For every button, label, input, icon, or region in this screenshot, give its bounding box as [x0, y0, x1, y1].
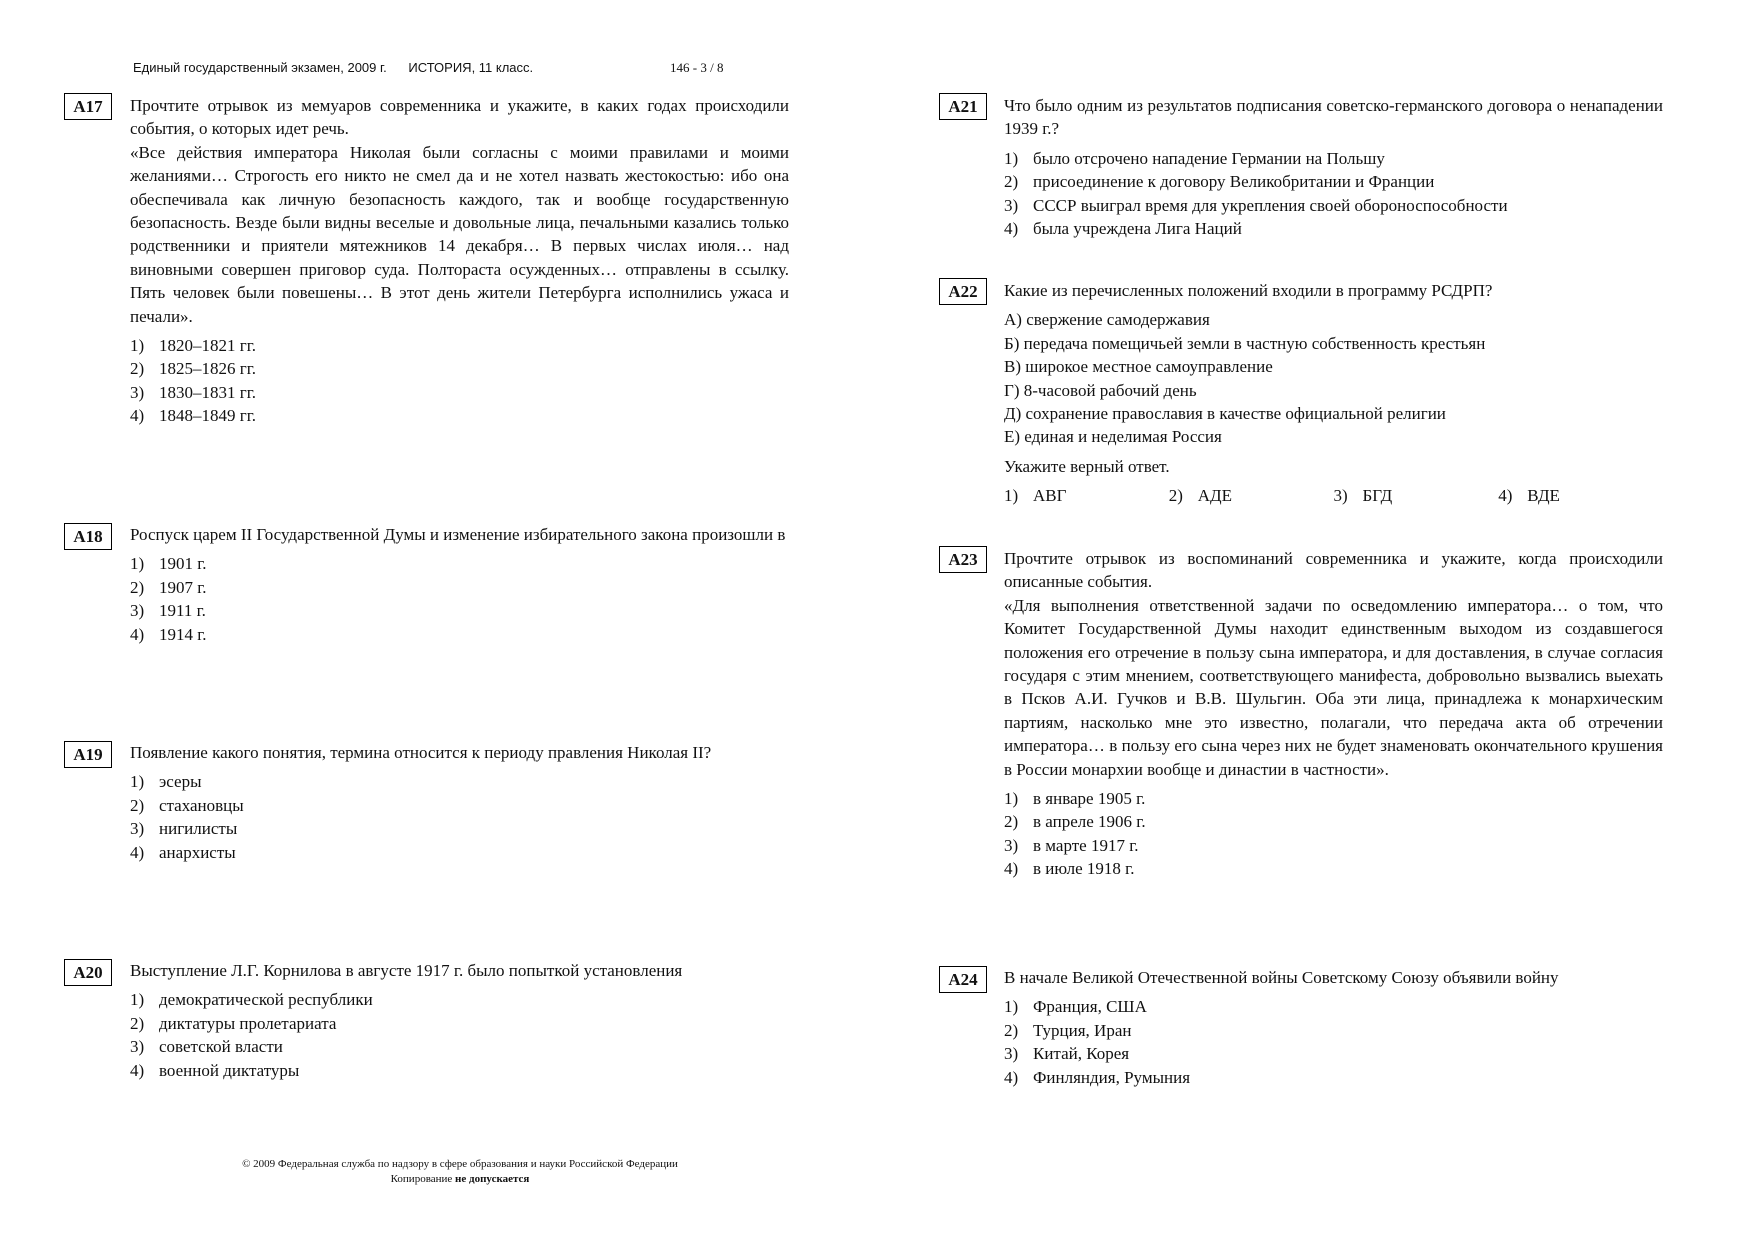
- answer-option[interactable]: 1) 1820–1821 гг.: [130, 336, 257, 356]
- answer-option[interactable]: 2) Турция, Иран: [1004, 1020, 1132, 1040]
- answer-option[interactable]: 1) АВГ: [1004, 486, 1067, 506]
- answer-option[interactable]: 1) было отсрочено нападение Германии на Польшу: [1004, 148, 1385, 168]
- question-text: Появление какого понятия, термина относится к периоду правления Николая II?: [130, 743, 712, 762]
- question-text: Прочтите отрывок из воспоминаний современника и укажите, когда происходили описанные события.: [1004, 549, 1663, 592]
- question-a18: [130, 523, 789, 646]
- question-text: Какие из перечисленных положений входили в программу РСДРП?: [1004, 281, 1493, 300]
- answer-option[interactable]: 4) ВДЕ: [1498, 486, 1560, 506]
- answer-option[interactable]: 1) эсеры: [130, 772, 202, 792]
- answer-option[interactable]: 1) 1901 г.: [130, 554, 207, 574]
- question-a24: [1004, 966, 1663, 1089]
- answer-options: [1004, 484, 1663, 507]
- statement-item: Д) сохранение православия в качестве официальной религии: [1004, 404, 1446, 424]
- page-number: 146 - 3 / 8: [670, 60, 724, 75]
- answer-option[interactable]: 1) демократической республики: [130, 990, 373, 1010]
- subject: ИСТОРИЯ, 11 класс.: [408, 60, 534, 75]
- answer-option[interactable]: 4) военной диктатуры: [130, 1060, 300, 1080]
- answer-option[interactable]: 2) диктатуры пролетариата: [130, 1013, 337, 1033]
- question-a21: [1004, 94, 1663, 240]
- answer-options: [130, 552, 789, 646]
- question-quote: «Для выполнения ответственной задачи по осведомлению императора… о том, что Комитет Государственной Думы находит единственным выходом из создавшегося положения его отречение в пользу сына императора, и для доставления, в случае согласия государя с этим мнением, соответствующего манифеста, добровольно вызвались выехать в Псков А.И. Гучков и В.В. Шульгин. Оба эти лица, принадлежа к монархическим партиям, насколько мне это известно, полагали, что передача акта об отречении императора… в пользу его сына через них не будет знаменовать окончательного крушения в России монархии вообще и династии в частности».: [1004, 595, 1663, 779]
- question-number-a19: А19: [64, 741, 112, 768]
- answer-option[interactable]: 4) 1914 г.: [130, 624, 207, 644]
- answer-option[interactable]: 4) в июле 1918 г.: [1004, 859, 1135, 879]
- statement-item: Е) единая и неделимая Россия: [1004, 427, 1222, 447]
- question-text: В начале Великой Отечественной войны Советскому Союзу объявили войну: [1004, 968, 1559, 987]
- question-a19: [130, 741, 789, 864]
- answer-option[interactable]: 3) 1911 г.: [130, 601, 206, 621]
- question-number-a17: А17: [64, 93, 112, 120]
- statement-item: В) широкое местное самоуправление: [1004, 357, 1273, 377]
- copy-notice: Копирование не допускается: [390, 1173, 530, 1185]
- question-a20: [130, 959, 789, 1082]
- answer-options: [1004, 147, 1663, 241]
- answer-option[interactable]: 2) присоединение к договору Великобритании и Франции: [1004, 172, 1435, 192]
- answer-option[interactable]: 3) советской власти: [130, 1037, 283, 1057]
- statement-item: Г) 8-часовой рабочий день: [1004, 380, 1197, 400]
- answer-prompt: Укажите верный ответ.: [1004, 456, 1170, 476]
- answer-option[interactable]: 2) стахановцы: [130, 795, 244, 815]
- question-text: Роспуск царем II Государственной Думы и изменение избирательного закона произошли в: [130, 525, 786, 544]
- statement-list: [1004, 308, 1663, 448]
- answer-options: [130, 988, 789, 1082]
- statement-item: А) свержение самодержавия: [1004, 310, 1210, 330]
- answer-option[interactable]: 4) Финляндия, Румыния: [1004, 1067, 1191, 1087]
- answer-option[interactable]: 3) 1830–1831 гг.: [130, 382, 257, 402]
- question-number-a21: А21: [939, 93, 987, 120]
- answer-option[interactable]: 2) АДЕ: [1168, 486, 1233, 506]
- answer-option[interactable]: 4) анархисты: [130, 842, 236, 862]
- statement-item: Б) передача помещичьей земли в частную собственность крестьян: [1004, 333, 1486, 353]
- question-number-a23: А23: [939, 546, 987, 573]
- question-a22: [1004, 279, 1663, 508]
- answer-options: [130, 770, 789, 864]
- answer-option[interactable]: 3) СССР выиграл время для укрепления своей обороноспособности: [1004, 195, 1508, 215]
- question-text: Прочтите отрывок из мемуаров современника и укажите, в каких годах происходили события, о которых идет речь.: [130, 96, 789, 139]
- page-footer: [160, 1157, 760, 1187]
- question-a17: [130, 94, 789, 428]
- answer-option[interactable]: 2) 1825–1826 гг.: [130, 359, 257, 379]
- question-number-a22: А22: [939, 278, 987, 305]
- question-text: Что было одним из результатов подписания советско-германского договора о ненападении 1939 г.?: [1004, 96, 1663, 139]
- answer-option[interactable]: 3) БГД: [1333, 486, 1393, 506]
- answer-option[interactable]: 3) нигилисты: [130, 819, 238, 839]
- exam-title: Единый государственный экзамен, 2009 г.: [133, 60, 387, 75]
- answer-option[interactable]: 3) в марте 1917 г.: [1004, 835, 1139, 855]
- answer-option[interactable]: 2) 1907 г.: [130, 577, 207, 597]
- question-number-a18: А18: [64, 523, 112, 550]
- page-header: [133, 60, 724, 75]
- answer-options: [130, 334, 789, 428]
- answer-option[interactable]: 1) Франция, США: [1004, 997, 1147, 1017]
- question-number-a20: А20: [64, 959, 112, 986]
- question-number-a24: А24: [939, 966, 987, 993]
- answer-option[interactable]: 4) 1848–1849 гг.: [130, 406, 257, 426]
- answer-option[interactable]: 4) была учреждена Лига Наций: [1004, 219, 1242, 239]
- question-a23: [1004, 547, 1663, 881]
- answer-options: [1004, 995, 1663, 1089]
- question-quote: «Все действия императора Николая были согласны с моими правилами и моими желаниями… Строгость его никто не смел да и не хотел назвать жестокостью: ибо она обеспечивала как личную безопасность каждого, так и вообще государственную безопасность. Везде были видны веселые и довольные лица, печальными казались только родственники и приятели мятежников 14 декабря… В первых числах июля… над виновными совершен приговор суда. Полтораста осужденных… отправлены в ссылку. Пять человек были повешены… В этот день жители Петербурга исполнились ужаса и печали».: [130, 142, 789, 326]
- copyright-line: © 2009 Федеральная служба по надзору в сфере образования и науки Российской Федерации: [242, 1158, 678, 1170]
- question-text: Выступление Л.Г. Корнилова в августе 1917 г. было попыткой установления: [130, 961, 683, 980]
- answer-option[interactable]: 2) в апреле 1906 г.: [1004, 812, 1146, 832]
- answer-options: [1004, 787, 1663, 881]
- answer-option[interactable]: 3) Китай, Корея: [1004, 1044, 1130, 1064]
- answer-option[interactable]: 1) в январе 1905 г.: [1004, 789, 1146, 809]
